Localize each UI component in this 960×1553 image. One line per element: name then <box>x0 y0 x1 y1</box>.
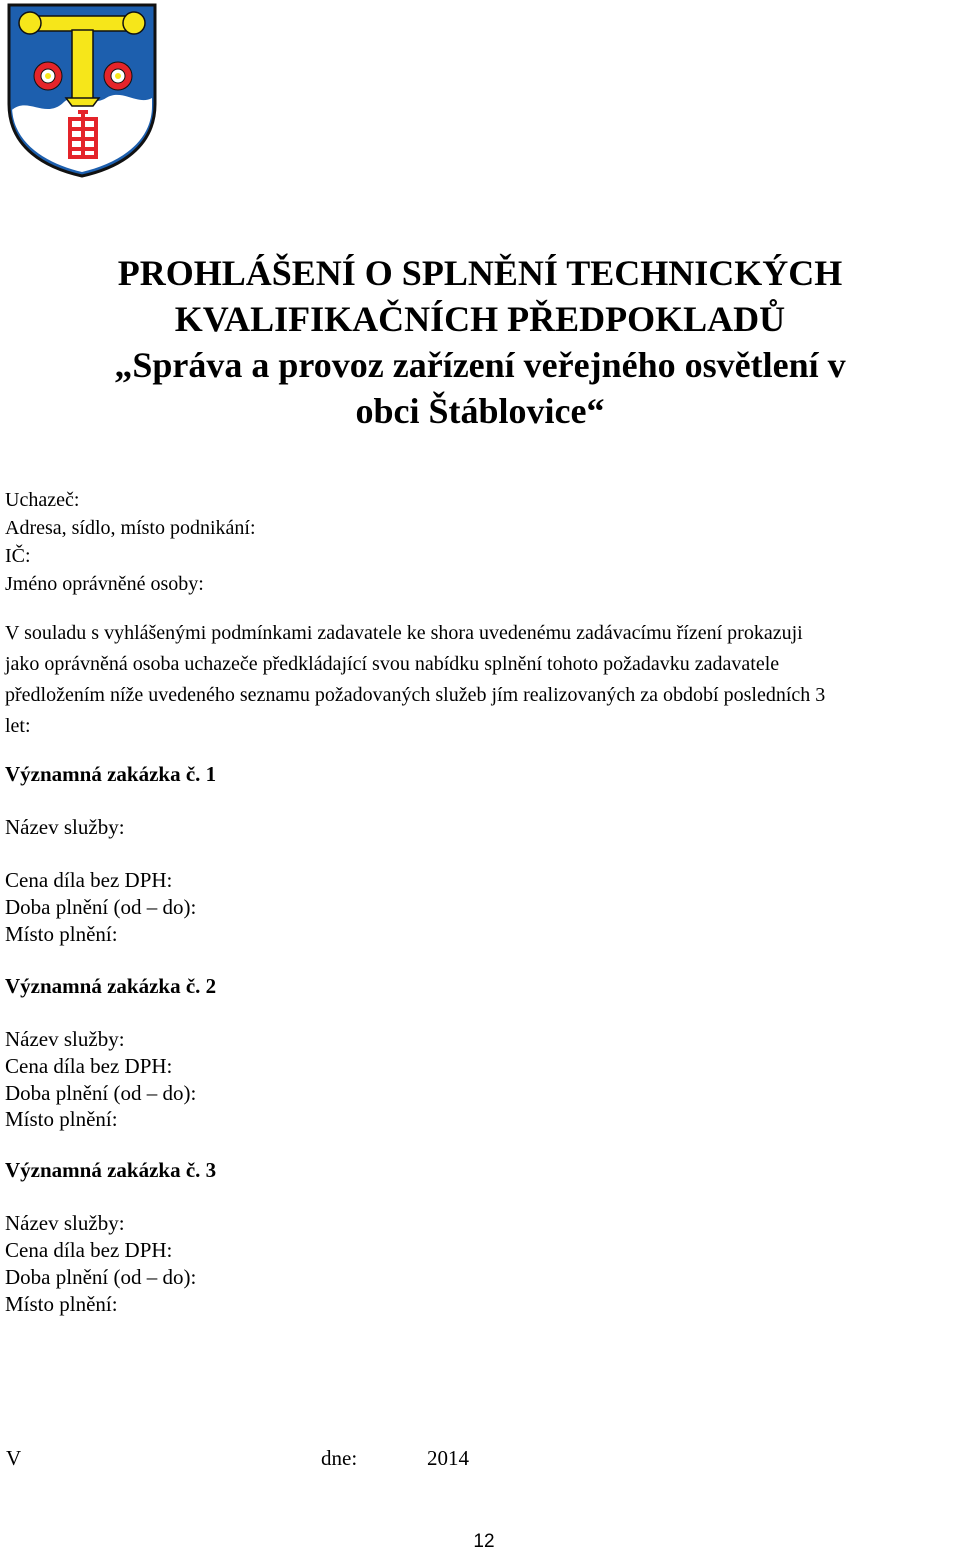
footer-year: 2014 <box>427 1446 469 1470</box>
contract-3-heading: Významná zakázka č. 3 <box>5 1158 217 1182</box>
paragraph-line: let: <box>5 715 31 737</box>
paragraph-line: jako oprávněná osoba uchazeče předkládající svou nabídku splnění tohoto požadavku zadavatele <box>5 653 780 675</box>
authorized-person-label: Jméno oprávněné osoby: <box>5 573 204 595</box>
declaration-paragraph <box>5 618 960 742</box>
title-line: PROHLÁŠENÍ O SPLNĚNÍ TECHNICKÝCH <box>117 253 843 293</box>
period-label: Doba plnění (od – do): <box>5 1265 197 1289</box>
place-label: Místo plnění: <box>5 922 118 946</box>
title-line: KVALIFIKAČNÍCH PŘEDPOKLADŮ <box>174 299 786 339</box>
document-title <box>0 250 960 434</box>
paragraph-line: předložením níže uvedeného seznamu požadovaných služeb jím realizovaných za období posledních 3 <box>5 684 826 706</box>
service-name-label: Název služby: <box>5 1027 125 1051</box>
title-line: obci Štáblovice“ <box>355 391 605 431</box>
footer-date-label: dne: <box>321 1446 358 1470</box>
applicant-label: Uchazeč: <box>5 489 80 511</box>
service-name-label: Název služby: <box>5 1211 125 1235</box>
place-label: Místo plnění: <box>5 1292 118 1316</box>
applicant-fields <box>5 486 256 598</box>
title-line: „Správa a provoz zařízení veřejného osvětlení v <box>114 345 846 385</box>
contract-1-heading: Významná zakázka č. 1 <box>5 762 217 786</box>
period-label: Doba plnění (od – do): <box>5 1081 197 1105</box>
price-label: Cena díla bez DPH: <box>5 868 173 892</box>
service-name-label: Název služby: <box>5 815 125 839</box>
period-label: Doba plnění (od – do): <box>5 895 197 919</box>
place-label: Místo plnění: <box>5 1107 118 1131</box>
address-label: Adresa, sídlo, místo podnikání: <box>5 517 256 539</box>
price-label: Cena díla bez DPH: <box>5 1054 173 1078</box>
footer-place-label: V <box>6 1446 22 1470</box>
page-number: 12 <box>473 1531 495 1552</box>
contract-2-heading: Významná zakázka č. 2 <box>5 974 217 998</box>
coat-of-arms-icon <box>6 2 158 178</box>
price-label: Cena díla bez DPH: <box>5 1238 173 1262</box>
ic-label: IČ: <box>5 545 31 567</box>
paragraph-line: V souladu s vyhlášenými podmínkami zadavatele ke shora uvedenému zadávacímu řízení prokazuji <box>5 622 803 644</box>
